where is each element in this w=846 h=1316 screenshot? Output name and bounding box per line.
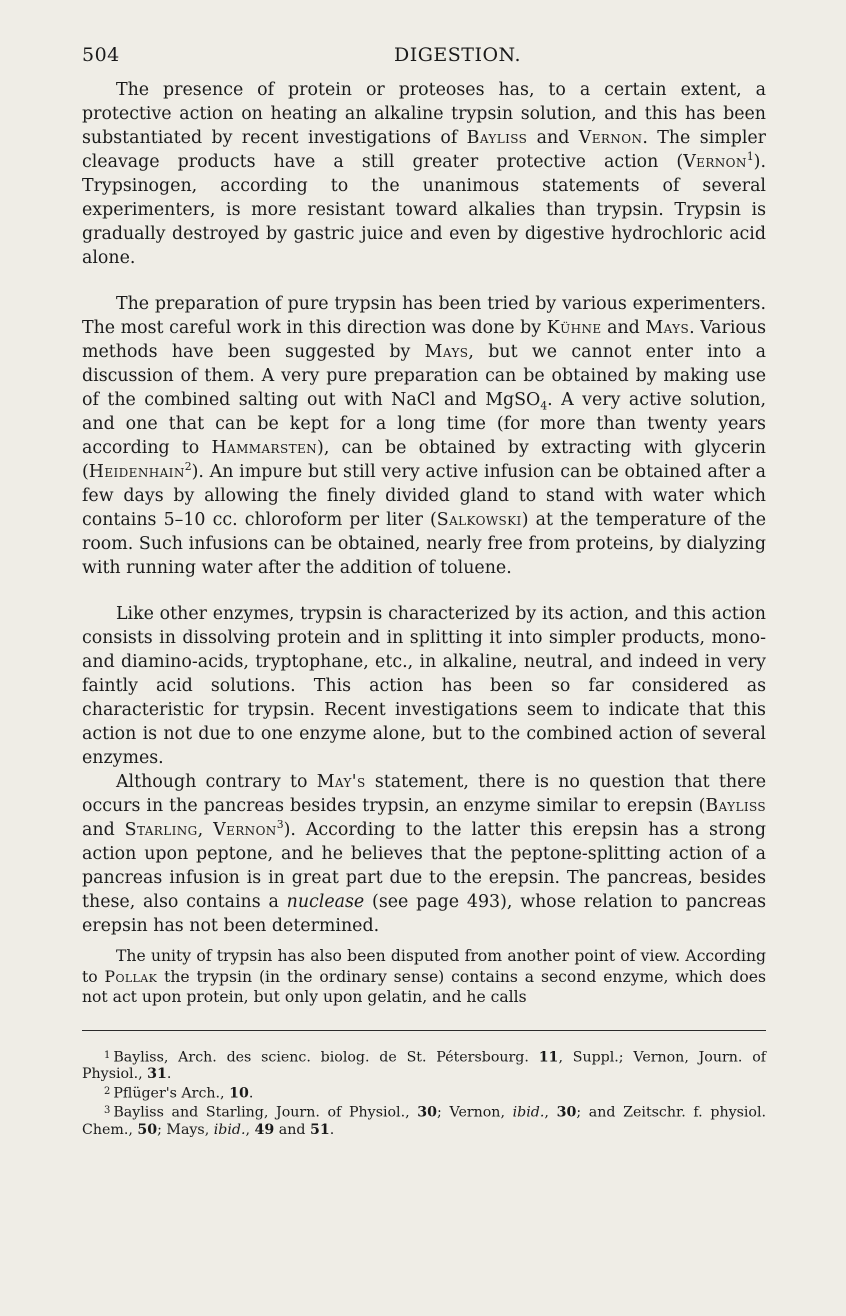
- author-salkowski: Salkowski: [436, 510, 522, 530]
- author-vernon: Vernon: [683, 152, 747, 172]
- book-page: [82, 44, 766, 1139]
- author-mays: Mays: [424, 342, 469, 362]
- author-starling: Starling: [124, 820, 198, 840]
- author-pollak: Pollak: [104, 967, 158, 986]
- term-nuclease: nuclease: [286, 892, 365, 912]
- paragraph-trypsin-action: Like other enzymes, trypsin is characterized by its action, and this action consists in dissolving protein and in splitting it into simpler products, mono- and diamino-acids, tryptophane, etc., in alkaline, neutral, and indeed in very faintly acid solutions. This action has been so far considered as characteristic for trypsin. Recent investigations seem to indicate that this action is not due to one enzyme alone, but to the combined action of several enzymes.: [82, 604, 766, 768]
- author-vernon: Vernon: [213, 820, 277, 840]
- paragraph-preparation: The preparation of pure trypsin has been tried by various experimenters. The most careful work in this direction was done by Kühne and Mays. Various methods have been suggested by Mays, but we cannot enter into a discussion of them. A very pure preparation can be obtained by making use of the combined salting out with NaCl and MgSO$_4$. A very active solution, and one that can be kept for a long time (for more than twenty years according to Hammarsten), can be obtained by extracting with glycerin (Heidenhain$^2$). An impure but still very active infusion can be obtained after a few days by allowing the finely divided gland to stand with water which contains 5–10 cc. chloroform per liter (Salkowski) at the temperature of the room. Such infusions can be obtained, nearly free from proteins, by dialyzing with running water after the addition of toluene.: [82, 294, 767, 578]
- author-heidenhain: Heidenhain: [88, 462, 185, 482]
- paragraph-erepsin: Although contrary to May's statement, there is no question that there occurs in the pancreas besides trypsin, an enzyme similar to erepsin (Bayliss and Starling, Vernon$^3$). According to the latter this erepsin has a strong action upon peptone, and he believes that the peptone-splitting action of a pancreas infusion is in great part due to the erepsin. The pancreas, besides these, also contains a nuclease (see page 493), whose relation to pancreas erepsin has not been determined.: [82, 772, 766, 936]
- footnote-1: $^1$ Bayliss, Arch. des scienc. biolog. de St. Pétersbourg. 11, Suppl.; Vernon, Journ. of Physiol., 31.: [82, 1048, 766, 1082]
- running-head: [82, 44, 766, 78]
- running-title: DIGESTION.: [394, 44, 522, 66]
- footnote-3: $^3$ Bayliss and Starling, Journ. of Physiol., 30; Vernon, ibid., 30; and Zeitschr. f. physiol. Chem., 50; Mays, ibid., 49 and 51.: [82, 1104, 767, 1138]
- footnote-divider: [82, 1030, 766, 1031]
- author-vernon: Vernon: [578, 128, 643, 148]
- author-mays: Mays: [645, 318, 690, 338]
- author-hammarsten: Hammarsten: [211, 438, 318, 458]
- footnotes: [82, 1047, 766, 1139]
- page-number: 504: [82, 44, 120, 66]
- footnote-ref-2: 2: [184, 460, 192, 474]
- author-bayliss: Bayliss: [466, 128, 528, 148]
- paragraph-protective-action: The presence of protein or proteoses has, to a certain extent, a protective action on heating an alkaline trypsin solution, and this has been substantiated by recent investigations of Bayliss and Vernon. The simpler cleavage products have a still greater protective action (Vernon$^1$). Trypsinogen, according to the unanimous statements of several experimenters, is more resistant toward alkalies than trypsin. Trypsin is gradually destroyed by gastric juice and even by digestive hydrochloric acid alone.: [82, 80, 766, 268]
- footnote-ref-3: 3: [276, 818, 284, 832]
- paragraph-unity-of-trypsin: The unity of trypsin has also been disputed from another point of view. According to Pollak the trypsin (in the ordinary sense) contains a second enzyme, which does not act upon protein, but only upon gelatin, and he calls: [82, 947, 766, 1006]
- author-may: May's: [316, 772, 366, 792]
- footnote-2: $^2$ Pflüger's Arch., 10.: [104, 1085, 254, 1102]
- author-bayliss: Bayliss: [705, 796, 766, 816]
- footnote-ref-1: 1: [746, 150, 754, 164]
- author-kuhne: Kühne: [546, 318, 602, 338]
